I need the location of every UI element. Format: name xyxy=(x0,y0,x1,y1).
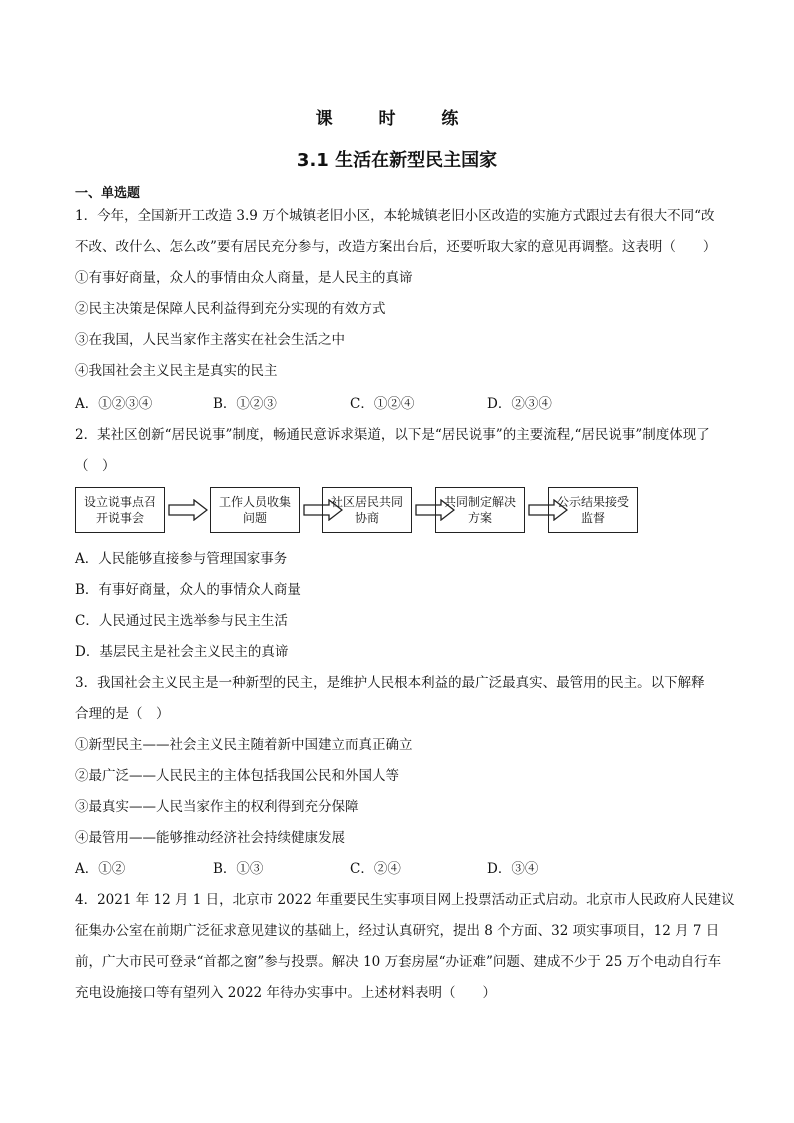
q4-stem-line: 前，广大市民可登录“首都之窗”参与投票。解决 10 万套房屋“办证难”问题、建成不少于 25 万个电动自行车 xyxy=(75,954,722,970)
q4-stem-line: 4．2021 年 12 月 1 日，北京市 2022 年重要民生实事项目网上投票活动正式启动。北京市人民政府人民建议 xyxy=(75,892,735,908)
q2-option-b[interactable]: B．有事好商量，众人的事情众人商量 xyxy=(75,582,301,598)
q1-statement: ①有事好商量，众人的事情由众人商量，是人民主的真谛 xyxy=(75,270,413,286)
q1-statement: ③在我国，人民当家作主落实在社会生活之中 xyxy=(75,332,345,348)
process-flow-diagram xyxy=(75,487,725,535)
q1-stem-line: 不改、改什么、怎么改”要有居民充分参与，改造方案出台后，还要听取大家的意见再调整。这表明（ ） xyxy=(75,239,717,255)
page-header-title: 课 时 练 xyxy=(315,109,479,129)
q3-option-a[interactable]: A．①② xyxy=(75,861,126,877)
q3-statement: ①新型民主——社会主义民主随着新中国建立而真正确立 xyxy=(75,737,413,753)
q1-option-a[interactable]: A．①②③④ xyxy=(75,396,153,412)
lesson-title: 3.1 生活在新型民主国家 xyxy=(296,150,498,171)
q3-option-d[interactable]: D．③④ xyxy=(487,861,539,877)
q1-option-b[interactable]: B．①②③ xyxy=(213,396,277,412)
q3-option-c[interactable]: C．②④ xyxy=(350,861,401,877)
section-heading: 一、单选题 xyxy=(75,186,141,201)
q2-option-c[interactable]: C．人民通过民主选举参与民主生活 xyxy=(75,613,288,629)
flow-step-1: 设立说事点召开说事会 xyxy=(75,487,165,533)
flow-step-5: 公示结果接受监督 xyxy=(548,487,638,533)
flow-step-4: 共同制定解决方案 xyxy=(435,487,525,533)
q4-stem-line: 充电设施接口等有望列入 2022 年待办实事中。上述材料表明（ ） xyxy=(75,985,496,1001)
q3-option-b[interactable]: B．①③ xyxy=(213,861,264,877)
q3-stem-line: 3．我国社会主义民主是一种新型的民主，是维护人民根本利益的最广泛最真实、最管用的民主。以下解释 xyxy=(75,675,705,691)
q1-statement: ④我国社会主义民主是真实的民主 xyxy=(75,363,278,379)
flow-arrow-icon xyxy=(168,499,208,521)
q3-statement: ④最管用——能够推动经济社会持续健康发展 xyxy=(75,830,345,846)
q3-statement: ③最真实——人民当家作主的权利得到充分保障 xyxy=(75,799,359,815)
q2-option-a[interactable]: A．人民能够直接参与管理国家事务 xyxy=(75,551,288,567)
q1-option-d[interactable]: D．②③④ xyxy=(487,396,552,412)
q1-statement: ②民主决策是保障人民利益得到充分实现的有效方式 xyxy=(75,301,386,317)
q1-option-c[interactable]: C．①②④ xyxy=(350,396,415,412)
q2-stem-line: （ ） xyxy=(75,458,116,474)
flow-step-3: 社区居民共同协商 xyxy=(322,487,412,533)
flow-step-2: 工作人员收集问题 xyxy=(210,487,300,533)
q1-stem-line: 1．今年，全国新开工改造 3.9 万个城镇老旧小区，本轮城镇老旧小区改造的实施方式跟过去有很大不同“改 xyxy=(75,208,715,224)
q2-option-d[interactable]: D．基层民主是社会主义民主的真谛 xyxy=(75,644,289,660)
q3-statement: ②最广泛——人民民主的主体包括我国公民和外国人等 xyxy=(75,768,399,784)
q2-stem-line: 2．某社区创新“居民说事”制度，畅通民意诉求渠道，以下是“居民说事”的主要流程,“居民说事”制度体现了 xyxy=(75,427,710,443)
q3-stem-line: 合理的是（ ） xyxy=(75,706,170,722)
q4-stem-line: 征集办公室在前期广泛征求意见建议的基础上，经过认真研究，提出 8 个方面、32 项实事项目，12 月 7 日 xyxy=(75,923,720,939)
